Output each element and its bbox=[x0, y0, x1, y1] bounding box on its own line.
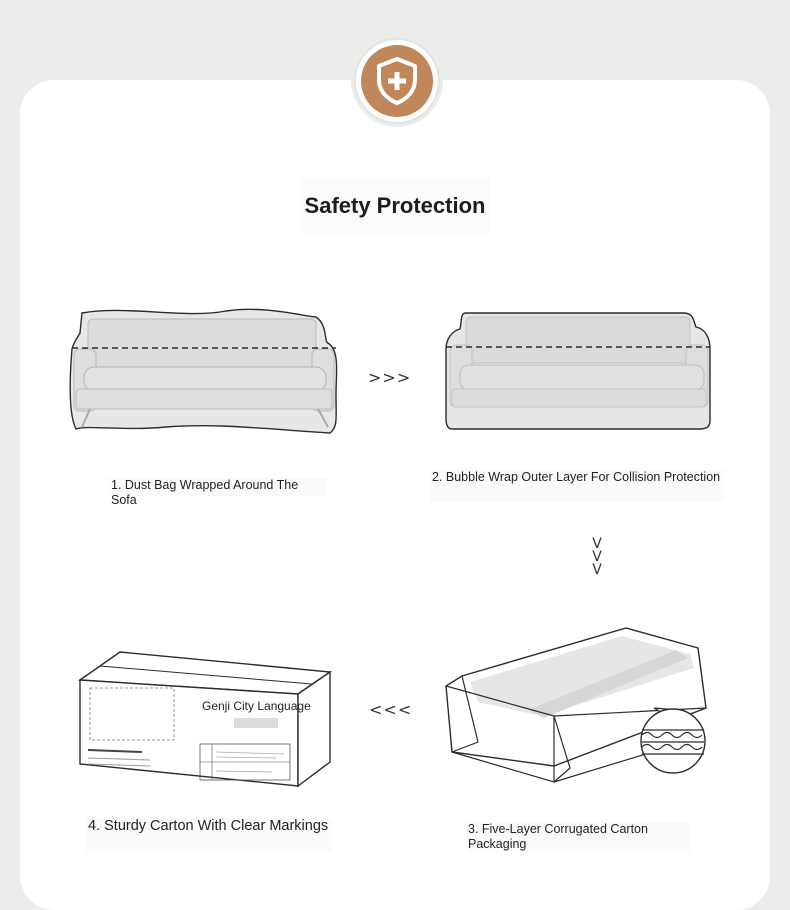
carton-brand-label: Genji City Language bbox=[202, 699, 311, 713]
step-4-caption: 4. Sturdy Carton With Clear Markings bbox=[86, 818, 332, 852]
arrow-left: <<< bbox=[369, 700, 413, 719]
sofa-dust-bag-illustration bbox=[66, 303, 342, 438]
step-3-caption: 3. Five-Layer Corrugated Carton Packaging bbox=[466, 822, 690, 852]
sofa-bubble-wrap-illustration bbox=[444, 309, 714, 431]
carton-markings-illustration bbox=[76, 646, 334, 790]
step-2-caption: 2. Bubble Wrap Outer Layer For Collision Protection bbox=[430, 470, 724, 502]
step-1-caption: 1. Dust Bag Wrapped Around The Sofa bbox=[108, 478, 327, 496]
shield-plus-icon bbox=[361, 45, 433, 117]
corrugated-carton-illustration bbox=[444, 626, 714, 796]
page-title: Safety Protection bbox=[300, 178, 490, 234]
arrow-down: V V V bbox=[592, 536, 602, 578]
arrow-right: >>> bbox=[368, 368, 412, 387]
